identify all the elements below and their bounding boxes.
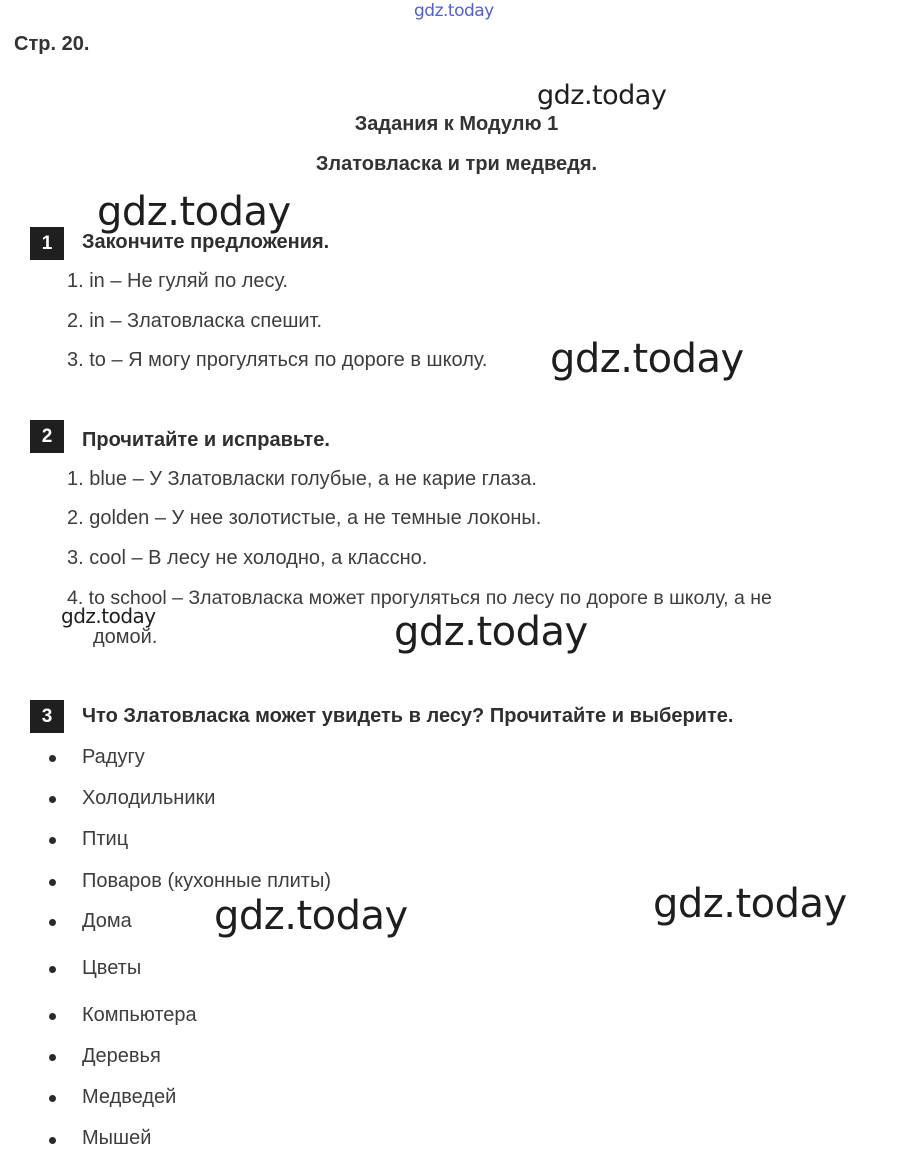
task-1-title: Закончите предложения. bbox=[82, 231, 330, 253]
watermark: gdz.today bbox=[550, 336, 744, 382]
task-2-line-2: 2. golden – У нее золотистые, а не темные локоны. bbox=[67, 507, 542, 529]
task-2-line-4: 4. to school – Златовласка может прогуляться по лесу по дороге в школу, а не bbox=[67, 587, 772, 609]
bullet-dot bbox=[49, 879, 56, 886]
bullet-dot bbox=[49, 966, 56, 973]
task-3-title: Что Златовласка может увидеть в лесу? Прочитайте и выберите. bbox=[82, 705, 734, 727]
task-1-line-2: 2. in – Златовласка спешит. bbox=[67, 310, 323, 332]
task-2-line-1: 1. blue – У Златовласки голубые, а не карие глаза. bbox=[67, 468, 537, 490]
bullet-dot bbox=[49, 837, 56, 844]
watermark: gdz.today bbox=[97, 189, 291, 235]
watermark: gdz.today bbox=[394, 609, 588, 655]
list-item: Деревья bbox=[82, 1045, 161, 1067]
watermark: gdz.today bbox=[414, 1, 494, 21]
page-number: Стр. 20. bbox=[14, 33, 90, 55]
task-1-line-3: 3. to – Я могу прогуляться по дороге в школу. bbox=[67, 349, 488, 371]
task-2-line-4-continued: домой. bbox=[93, 626, 158, 648]
task-2-line-3: 3. cool – В лесу не холодно, а классно. bbox=[67, 547, 428, 569]
list-item: Медведей bbox=[82, 1086, 177, 1108]
bullet-dot bbox=[49, 1013, 56, 1020]
task-1-line-1: 1. in – Не гуляй по лесу. bbox=[67, 270, 289, 292]
list-item: Дома bbox=[82, 910, 132, 932]
task-2-title: Прочитайте и исправьте. bbox=[82, 429, 330, 451]
task-1-number-badge: 1 bbox=[30, 227, 64, 260]
task-3-number-badge: 3 bbox=[30, 700, 64, 733]
task-2-number-badge: 2 bbox=[30, 420, 64, 453]
list-item: Цветы bbox=[82, 957, 142, 979]
watermark: gdz.today bbox=[214, 893, 408, 939]
story-heading: Златовласка и три медведя. bbox=[315, 153, 598, 175]
watermark: gdz.today bbox=[537, 80, 667, 111]
bullet-dot bbox=[49, 796, 56, 803]
list-item: Птиц bbox=[82, 828, 129, 850]
bullet-dot bbox=[49, 1054, 56, 1061]
list-item: Холодильники bbox=[82, 787, 216, 809]
list-item: Поваров (кухонные плиты) bbox=[82, 870, 331, 892]
bullet-dot bbox=[49, 1095, 56, 1102]
bullet-dot bbox=[49, 919, 56, 926]
watermark: gdz.today bbox=[653, 881, 847, 927]
bullet-dot bbox=[49, 755, 56, 762]
module-heading: Задания к Модулю 1 bbox=[354, 113, 559, 135]
list-item: Мышей bbox=[82, 1127, 152, 1149]
list-item: Компьютера bbox=[82, 1004, 197, 1026]
list-item: Радугу bbox=[82, 746, 145, 768]
bullet-dot bbox=[49, 1137, 56, 1144]
watermark: gdz.today bbox=[61, 604, 156, 628]
